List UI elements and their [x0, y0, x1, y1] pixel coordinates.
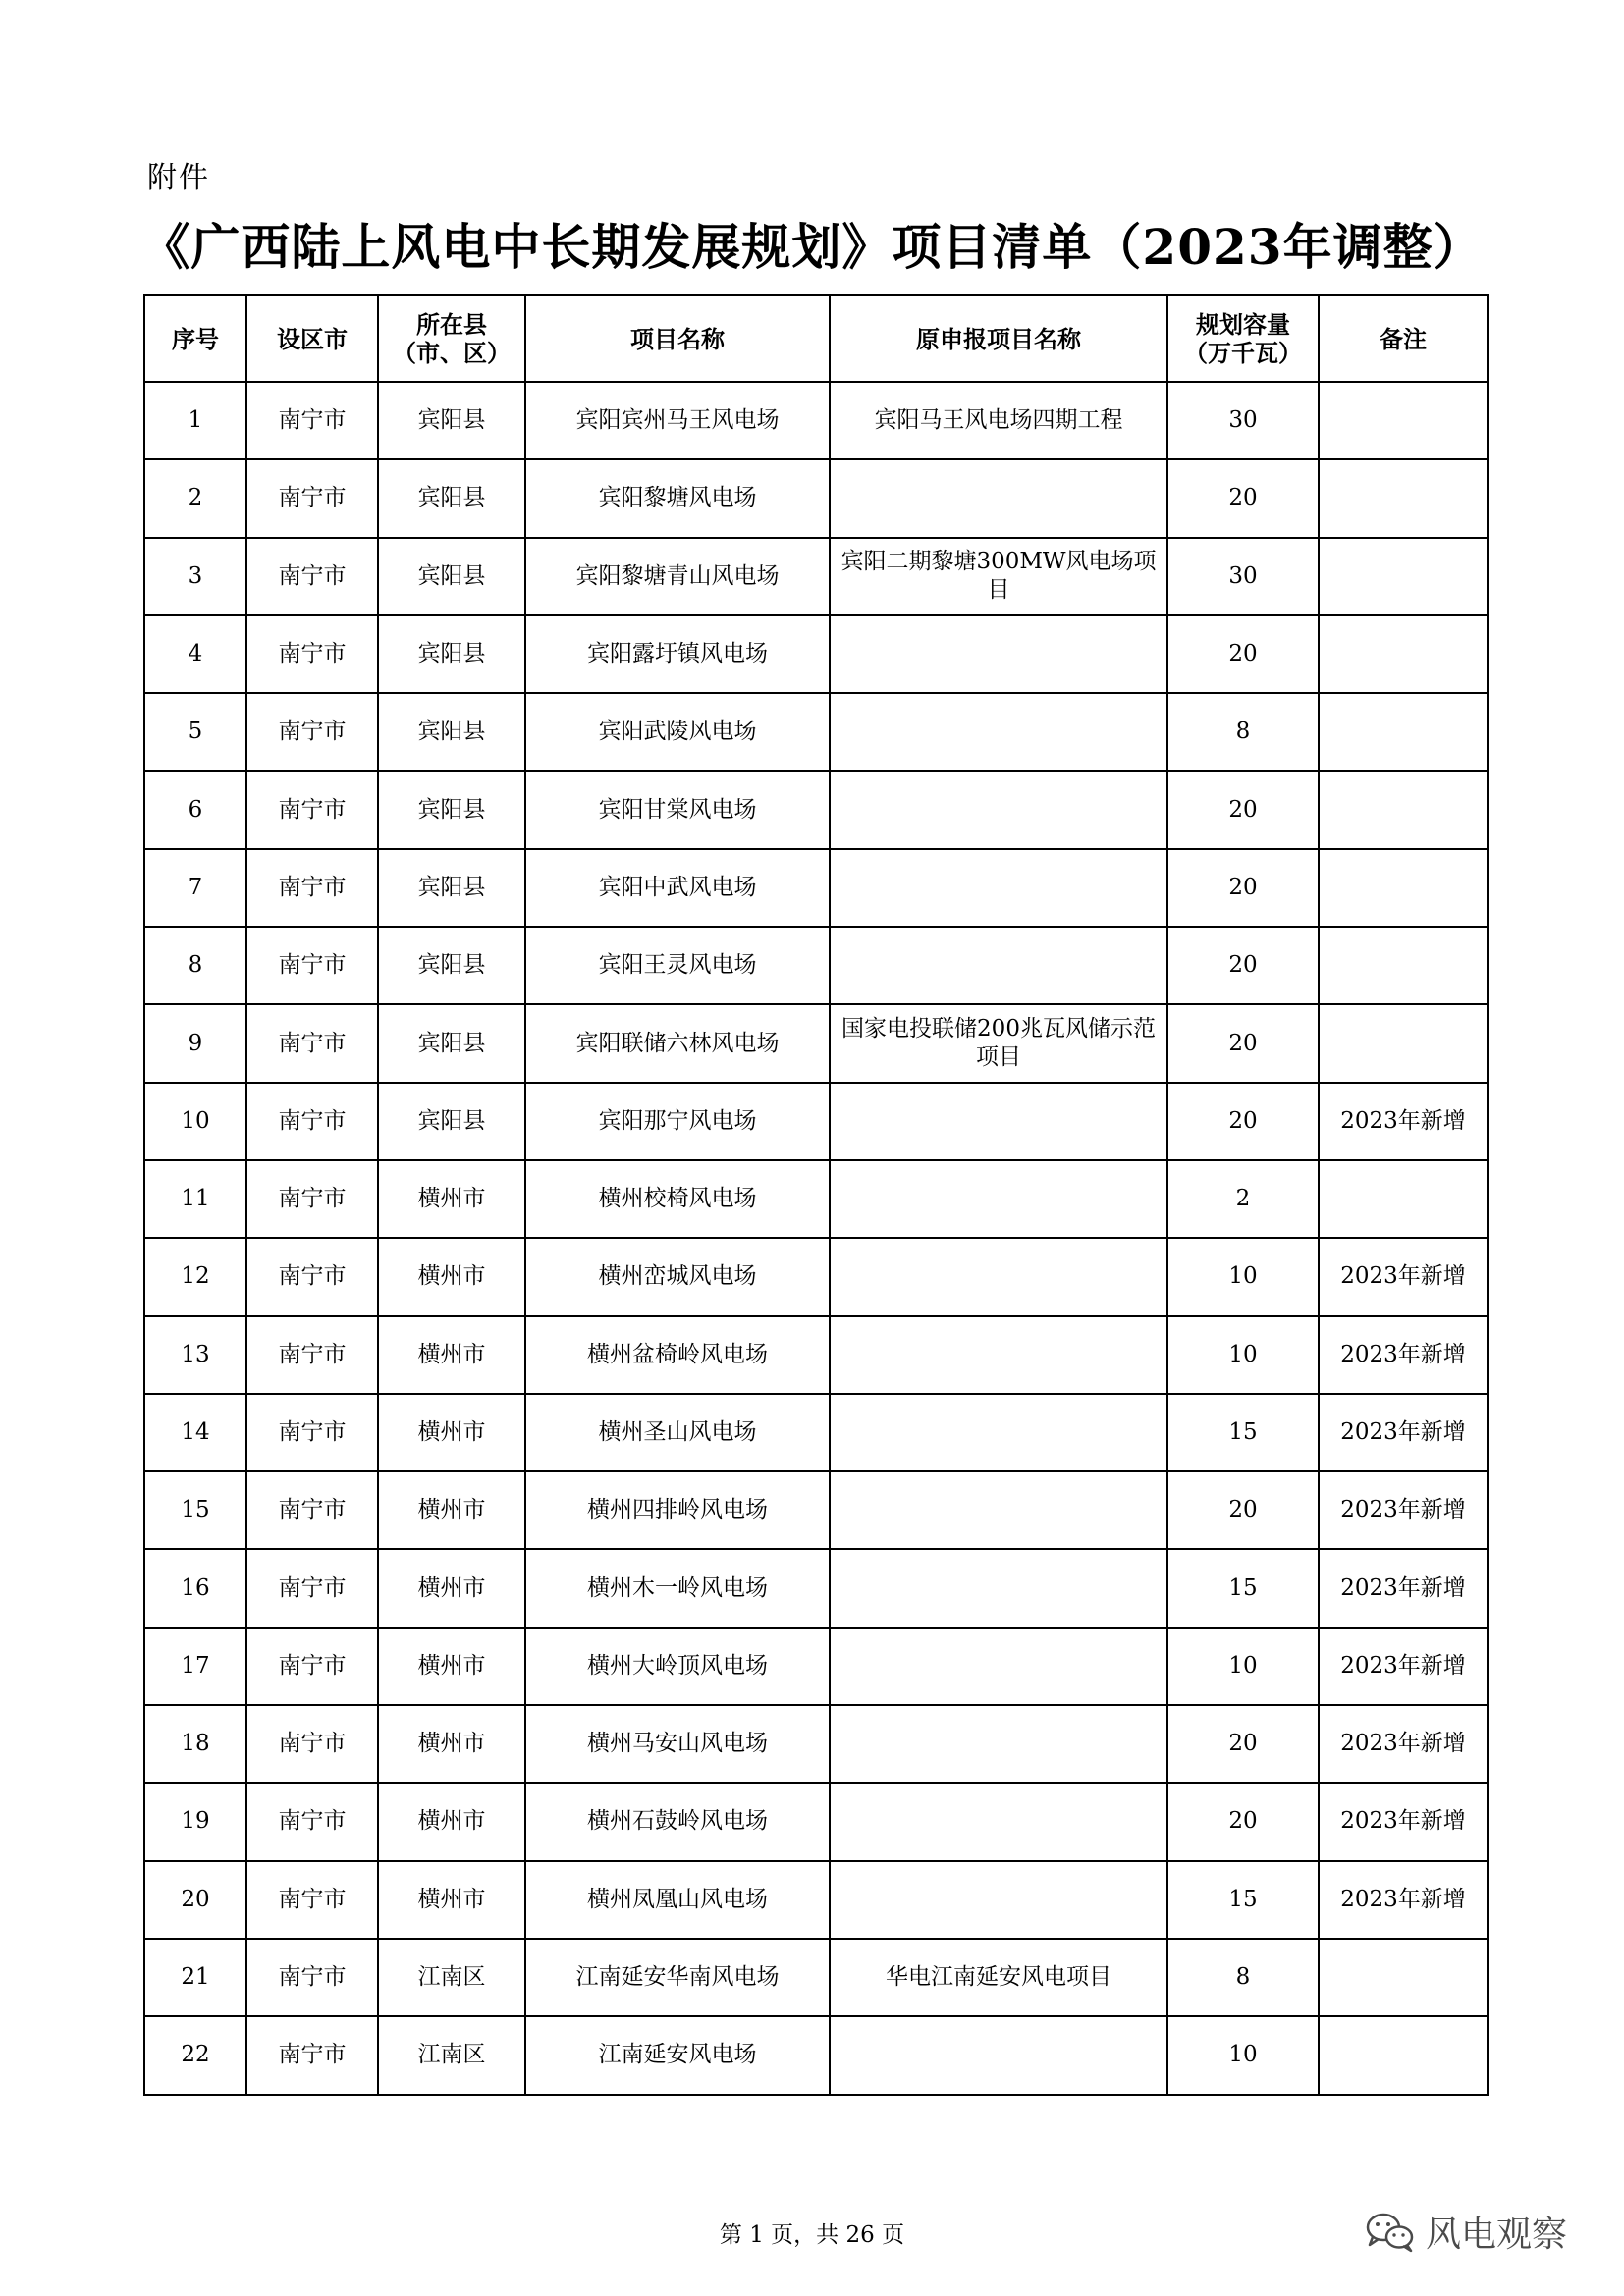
cell-remarks: 2023年新增: [1319, 1783, 1488, 1860]
cell-project-name: 横州校椅风电场: [525, 1160, 830, 1238]
page-footer: 第 1 页，共 26 页: [719, 2222, 905, 2248]
table-row: [144, 1316, 1488, 1394]
table-row: [144, 693, 1488, 771]
watermark-text: 风电观察: [1426, 2215, 1568, 2255]
table-row: [144, 927, 1488, 1004]
header-county: 所在县 （市、区）: [378, 295, 525, 382]
cell-county: 宾阳县: [378, 459, 525, 537]
cell-project-name: 横州四排岭风电场: [525, 1471, 830, 1549]
cell-capacity: 30: [1167, 382, 1319, 459]
cell-remarks: 2023年新增: [1319, 1861, 1488, 1939]
cell-capacity: 15: [1167, 1861, 1319, 1939]
cell-capacity: 30: [1167, 538, 1319, 615]
attachment-label: 附件: [147, 161, 210, 195]
cell-city: 南宁市: [246, 1394, 378, 1471]
cell-city: 南宁市: [246, 849, 378, 927]
cell-city: 南宁市: [246, 1316, 378, 1394]
cell-project-name: 宾阳黎塘青山风电场: [525, 538, 830, 615]
table-row: [144, 1783, 1488, 1860]
cell-city: 南宁市: [246, 1783, 378, 1860]
cell-capacity: 20: [1167, 1083, 1319, 1160]
cell-original-name: [830, 1160, 1167, 1238]
cell-county: 横州市: [378, 1628, 525, 1705]
cell-index: 18: [144, 1705, 246, 1783]
cell-county: 宾阳县: [378, 538, 525, 615]
cell-remarks: [1319, 2016, 1488, 2094]
table-row: [144, 1160, 1488, 1238]
cell-original-name: 国家电投联储200兆瓦风储示范项目: [830, 1004, 1167, 1082]
cell-original-name: [830, 1083, 1167, 1160]
cell-capacity: 2: [1167, 1160, 1319, 1238]
cell-capacity: 8: [1167, 1939, 1319, 2016]
cell-original-name: [830, 1861, 1167, 1939]
cell-city: 南宁市: [246, 1004, 378, 1082]
cell-original-name: [830, 1549, 1167, 1627]
table-row: [144, 1083, 1488, 1160]
cell-project-name: 江南延安华南风电场: [525, 1939, 830, 2016]
watermark: [1365, 2207, 1567, 2257]
cell-city: 南宁市: [246, 1939, 378, 2016]
cell-project-name: 横州凤凰山风电场: [525, 1861, 830, 1939]
table-header-row: [144, 295, 1488, 382]
cell-remarks: [1319, 615, 1488, 693]
cell-county: 宾阳县: [378, 927, 525, 1004]
cell-original-name: [830, 849, 1167, 927]
cell-capacity: 20: [1167, 1705, 1319, 1783]
cell-index: 17: [144, 1628, 246, 1705]
cell-county: 宾阳县: [378, 1083, 525, 1160]
cell-project-name: 横州盆椅岭风电场: [525, 1316, 830, 1394]
wechat-icon: [1365, 2211, 1416, 2254]
cell-original-name: [830, 615, 1167, 693]
cell-county: 横州市: [378, 1471, 525, 1549]
cell-original-name: 宾阳马王风电场四期工程: [830, 382, 1167, 459]
header-capacity: 规划容量 （万千瓦）: [1167, 295, 1319, 382]
cell-city: 南宁市: [246, 1861, 378, 1939]
cell-county: 横州市: [378, 1705, 525, 1783]
table-row: [144, 1004, 1488, 1082]
cell-remarks: [1319, 382, 1488, 459]
table-row: [144, 1238, 1488, 1315]
cell-index: 21: [144, 1939, 246, 2016]
cell-city: 南宁市: [246, 1549, 378, 1627]
table-row: [144, 1705, 1488, 1783]
cell-county: 江南区: [378, 2016, 525, 2094]
table-row: [144, 382, 1488, 459]
cell-city: 南宁市: [246, 1705, 378, 1783]
cell-original-name: [830, 1705, 1167, 1783]
cell-project-name: 横州石鼓岭风电场: [525, 1783, 830, 1860]
cell-original-name: [830, 693, 1167, 771]
cell-index: 14: [144, 1394, 246, 1471]
cell-project-name: 宾阳黎塘风电场: [525, 459, 830, 537]
cell-index: 20: [144, 1861, 246, 1939]
cell-index: 10: [144, 1083, 246, 1160]
cell-project-name: 横州大岭顶风电场: [525, 1628, 830, 1705]
header-original-name: 原申报项目名称: [830, 295, 1167, 382]
table-row: [144, 849, 1488, 927]
cell-county: 宾阳县: [378, 693, 525, 771]
cell-original-name: 宾阳二期黎塘300MW风电场项目: [830, 538, 1167, 615]
cell-remarks: [1319, 1004, 1488, 1082]
cell-index: 19: [144, 1783, 246, 1860]
cell-index: 2: [144, 459, 246, 537]
cell-remarks: 2023年新增: [1319, 1705, 1488, 1783]
cell-index: 1: [144, 382, 246, 459]
cell-capacity: 20: [1167, 849, 1319, 927]
cell-remarks: [1319, 771, 1488, 848]
cell-index: 12: [144, 1238, 246, 1315]
cell-county: 横州市: [378, 1394, 525, 1471]
cell-capacity: 20: [1167, 927, 1319, 1004]
cell-county: 横州市: [378, 1238, 525, 1315]
cell-county: 宾阳县: [378, 849, 525, 927]
table-row: [144, 1861, 1488, 1939]
cell-project-name: 宾阳宾州马王风电场: [525, 382, 830, 459]
cell-index: 15: [144, 1471, 246, 1549]
cell-remarks: [1319, 459, 1488, 537]
cell-index: 16: [144, 1549, 246, 1627]
cell-county: 横州市: [378, 1783, 525, 1860]
cell-capacity: 15: [1167, 1549, 1319, 1627]
cell-original-name: [830, 1238, 1167, 1315]
header-remarks: 备注: [1319, 295, 1488, 382]
table-row: [144, 1394, 1488, 1471]
cell-remarks: [1319, 693, 1488, 771]
cell-original-name: [830, 1471, 1167, 1549]
cell-project-name: 横州峦城风电场: [525, 1238, 830, 1315]
cell-project-name: 宾阳那宁风电场: [525, 1083, 830, 1160]
cell-remarks: 2023年新增: [1319, 1394, 1488, 1471]
cell-city: 南宁市: [246, 1160, 378, 1238]
cell-index: 22: [144, 2016, 246, 2094]
cell-county: 宾阳县: [378, 771, 525, 848]
cell-project-name: 横州圣山风电场: [525, 1394, 830, 1471]
cell-index: 9: [144, 1004, 246, 1082]
table-row: [144, 538, 1488, 615]
cell-county: 江南区: [378, 1939, 525, 2016]
cell-original-name: [830, 771, 1167, 848]
cell-index: 3: [144, 538, 246, 615]
cell-city: 南宁市: [246, 693, 378, 771]
cell-index: 5: [144, 693, 246, 771]
cell-city: 南宁市: [246, 1628, 378, 1705]
cell-city: 南宁市: [246, 538, 378, 615]
cell-city: 南宁市: [246, 459, 378, 537]
cell-city: 南宁市: [246, 1083, 378, 1160]
cell-capacity: 20: [1167, 1783, 1319, 1860]
cell-original-name: [830, 1783, 1167, 1860]
cell-project-name: 宾阳联储六林风电场: [525, 1004, 830, 1082]
cell-capacity: 10: [1167, 1238, 1319, 1315]
cell-index: 11: [144, 1160, 246, 1238]
cell-city: 南宁市: [246, 615, 378, 693]
cell-remarks: [1319, 849, 1488, 927]
cell-capacity: 20: [1167, 771, 1319, 848]
cell-capacity: 10: [1167, 1316, 1319, 1394]
table-row: [144, 2016, 1488, 2094]
cell-capacity: 10: [1167, 2016, 1319, 2094]
cell-county: 横州市: [378, 1549, 525, 1627]
cell-project-name: 宾阳露圩镇风电场: [525, 615, 830, 693]
cell-capacity: 20: [1167, 615, 1319, 693]
cell-capacity: 20: [1167, 1471, 1319, 1549]
cell-capacity: 20: [1167, 459, 1319, 537]
table-row: [144, 459, 1488, 537]
cell-index: 8: [144, 927, 246, 1004]
cell-remarks: 2023年新增: [1319, 1471, 1488, 1549]
cell-remarks: 2023年新增: [1319, 1238, 1488, 1315]
cell-project-name: 宾阳王灵风电场: [525, 927, 830, 1004]
project-table: [143, 294, 1489, 2096]
cell-city: 南宁市: [246, 927, 378, 1004]
table-row: [144, 615, 1488, 693]
cell-county: 宾阳县: [378, 615, 525, 693]
cell-county: 宾阳县: [378, 1004, 525, 1082]
cell-remarks: 2023年新增: [1319, 1549, 1488, 1627]
cell-original-name: 华电江南延安风电项目: [830, 1939, 1167, 2016]
cell-county: 横州市: [378, 1160, 525, 1238]
cell-project-name: 江南延安风电场: [525, 2016, 830, 2094]
cell-capacity: 15: [1167, 1394, 1319, 1471]
cell-project-name: 宾阳武陵风电场: [525, 693, 830, 771]
cell-original-name: [830, 1628, 1167, 1705]
cell-county: 宾阳县: [378, 382, 525, 459]
document-title: 《广西陆上风电中长期发展规划》项目清单（2023年调整）: [140, 218, 1484, 276]
cell-remarks: 2023年新增: [1319, 1628, 1488, 1705]
table-row: [144, 1549, 1488, 1627]
cell-remarks: [1319, 1160, 1488, 1238]
table-row: [144, 1939, 1488, 2016]
cell-index: 4: [144, 615, 246, 693]
cell-index: 7: [144, 849, 246, 927]
cell-remarks: 2023年新增: [1319, 1316, 1488, 1394]
cell-project-name: 宾阳中武风电场: [525, 849, 830, 927]
cell-remarks: [1319, 927, 1488, 1004]
cell-county: 横州市: [378, 1861, 525, 1939]
cell-original-name: [830, 927, 1167, 1004]
cell-remarks: [1319, 1939, 1488, 2016]
cell-county: 横州市: [378, 1316, 525, 1394]
cell-original-name: [830, 2016, 1167, 2094]
cell-original-name: [830, 459, 1167, 537]
cell-project-name: 横州木一岭风电场: [525, 1549, 830, 1627]
header-project-name: 项目名称: [525, 295, 830, 382]
cell-index: 6: [144, 771, 246, 848]
cell-city: 南宁市: [246, 1238, 378, 1315]
cell-project-name: 宾阳甘棠风电场: [525, 771, 830, 848]
cell-capacity: 10: [1167, 1628, 1319, 1705]
header-city: 设区市: [246, 295, 378, 382]
table-row: [144, 1628, 1488, 1705]
cell-original-name: [830, 1316, 1167, 1394]
cell-city: 南宁市: [246, 771, 378, 848]
table-row: [144, 771, 1488, 848]
cell-capacity: 8: [1167, 693, 1319, 771]
cell-original-name: [830, 1394, 1167, 1471]
cell-capacity: 20: [1167, 1004, 1319, 1082]
cell-city: 南宁市: [246, 1471, 378, 1549]
cell-city: 南宁市: [246, 382, 378, 459]
header-index: 序号: [144, 295, 246, 382]
cell-remarks: [1319, 538, 1488, 615]
cell-remarks: 2023年新增: [1319, 1083, 1488, 1160]
table-row: [144, 1471, 1488, 1549]
cell-city: 南宁市: [246, 2016, 378, 2094]
cell-index: 13: [144, 1316, 246, 1394]
cell-project-name: 横州马安山风电场: [525, 1705, 830, 1783]
